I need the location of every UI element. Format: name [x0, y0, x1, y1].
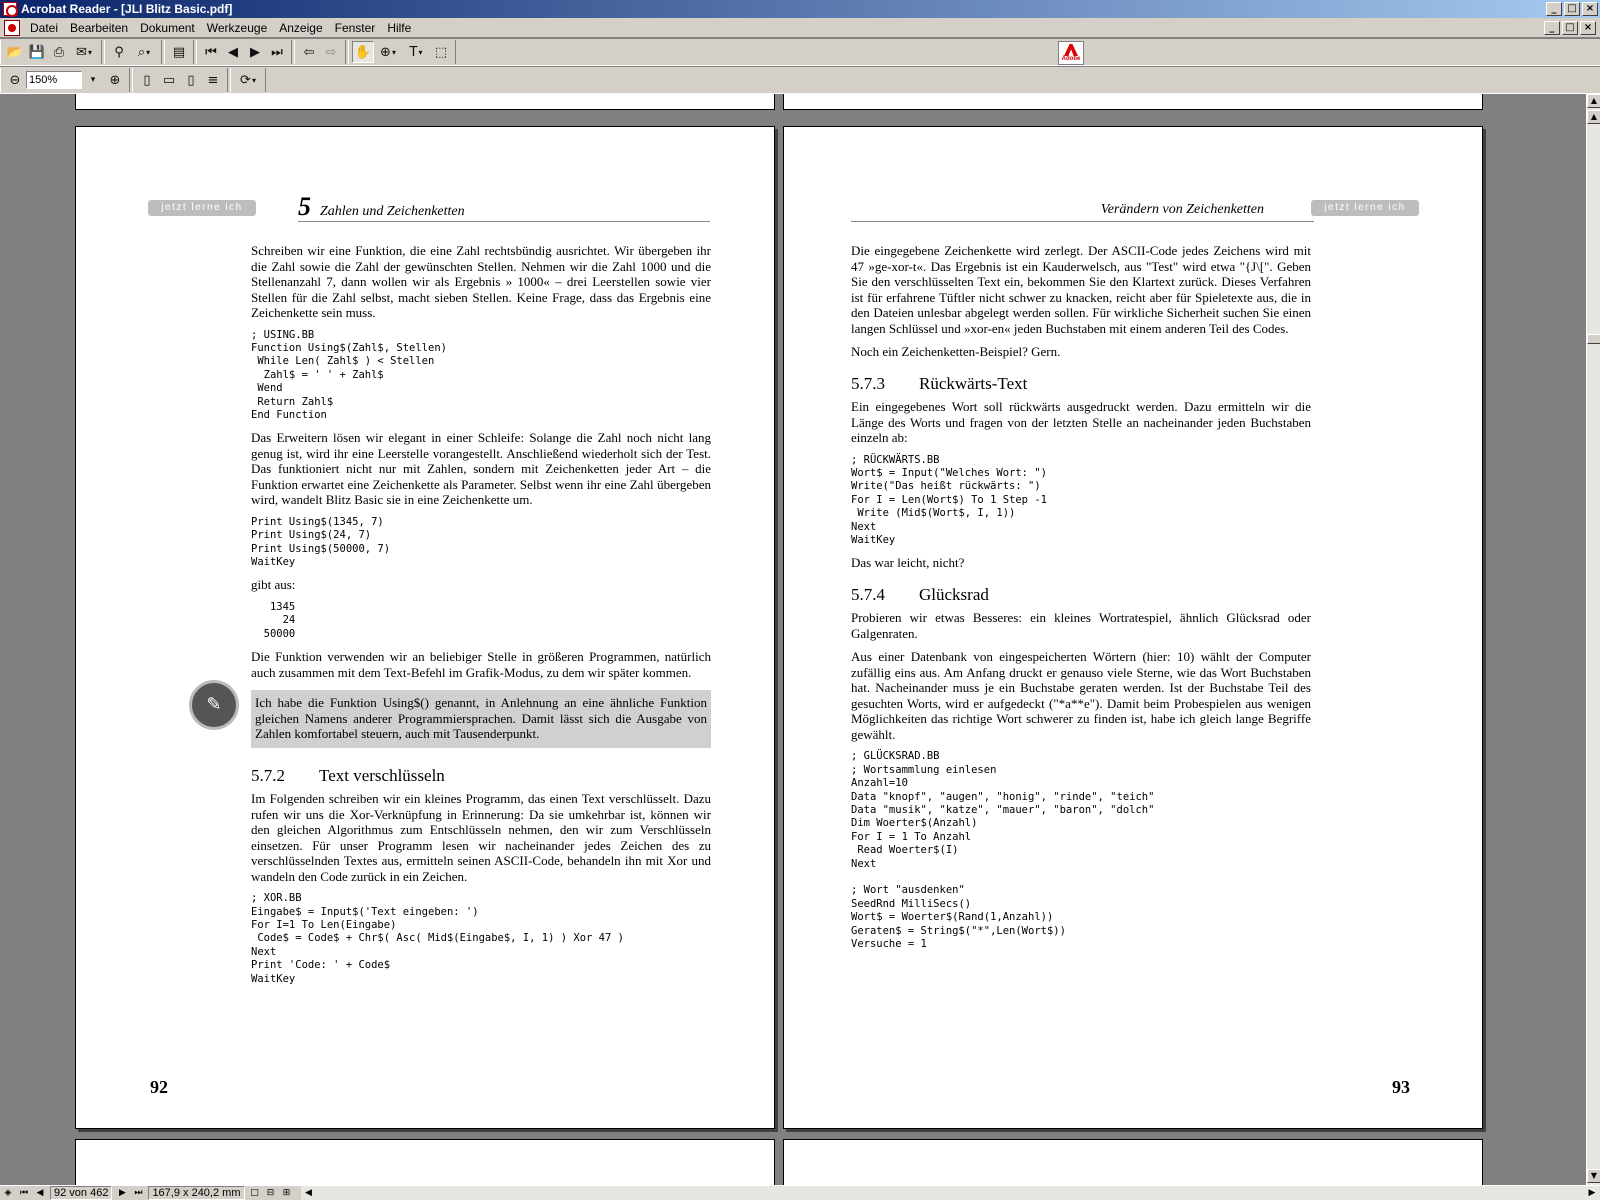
page-body: [851, 243, 1311, 959]
print-icon[interactable]: ⎙: [53, 44, 65, 60]
previous-page-right: [783, 94, 1483, 110]
menu-werkzeuge[interactable]: Werkzeuge: [206, 20, 268, 35]
paragraph: Die eingegebene Zeichenkette wird zerlegt. Der ASCII-Code jedes Zeichens wird mit 47 »ge-xor-t«. Das Ergebnis ist ein Kauderwelsch, aus "Test" wird etwa "{J\[". Geben Sie den verschlüsselten Text ein, bekommen Sie den Klartext zurück. Dieses Verfahren ist für erfahrene Tüftler nicht schwer zu knacken, reicht aber für Spieletexte aus, die in den Dateien unlesbar abgelegt werden sollen. Für wirkliche Sicherheit suchen Sie einen langen Schlüssel und »xor-en« jeden Buchstaben mit einem anderen Teil des Codes.: [851, 243, 1311, 336]
single-page-icon[interactable]: □: [250, 1188, 259, 1198]
horizontal-scrollbar[interactable]: [301, 1186, 1600, 1200]
scroll-right-button[interactable]: ▶: [1588, 1188, 1596, 1198]
status-bar: [0, 1185, 1600, 1200]
minimize-button[interactable]: _: [1546, 2, 1562, 16]
actual-size-icon[interactable]: ▯: [143, 72, 151, 88]
last-page-icon[interactable]: ⏭: [271, 44, 283, 60]
maximize-button[interactable]: □: [1564, 2, 1580, 16]
code-block: ; GLÜCKSRAD.BB ; Wortsammlung einlesen Anzahl=10 Data "knopf", "augen", "honig", "rinde", "teich" Data "musik", "katze", "mauer", "baron", "dolch" Dim Woerter$(Anzahl) For I = 1 To Anzahl Read Woerter$(I) Next ; Wort "ausdenken" SeedRnd MilliSecs() Wort$ = Woerter$(Rand(1,Anzahl)) Geraten$ = String$("*",Len(Wort$)) Versuche = 1: [851, 750, 1155, 951]
code-block: ; RÜCKWÄRTS.BB Wort$ = Input("Welches Wort: ") Write("Das heißt rückwärts: ") For I = Len(Wort$) To 1 Step -1 Write (Mid$(Wort$, I, 1)) Next WaitKey: [851, 453, 1047, 546]
navigation-pane-icon[interactable]: ▤: [172, 44, 186, 60]
zoom-dropdown-icon[interactable]: ▾: [90, 75, 96, 85]
save-icon[interactable]: 💾: [28, 44, 46, 60]
fit-width-icon[interactable]: ▯: [187, 72, 195, 88]
go-back-icon[interactable]: ⇦: [303, 44, 315, 60]
page-indicator[interactable]: 92 von 462: [50, 1186, 112, 1200]
facing-pages-icon[interactable]: ⊞: [282, 1188, 291, 1198]
document-view[interactable]: [0, 94, 1586, 1185]
paragraph: Ein eingegebenes Wort soll rückwärts ausgedruckt werden. Dazu ermitteln wir die Länge des Worts und fragen von der letzten Stelle an nacheinander jeden Buchstaben einzeln ab:: [851, 399, 1311, 445]
text-select-icon[interactable]: T ▾: [402, 41, 430, 63]
next-page-right: [783, 1139, 1483, 1185]
doc-close-button[interactable]: ×: [1580, 21, 1596, 35]
running-header: [851, 202, 1314, 222]
menu-dokument[interactable]: Dokument: [140, 20, 195, 35]
section-heading: [251, 765, 711, 785]
page-number: 92: [150, 1077, 168, 1097]
code-block: Print Using$(1345, 7) Print Using$(24, 7) Print Using$(50000, 7) WaitKey: [251, 515, 391, 569]
hand-tool-icon[interactable]: ✋: [352, 41, 374, 63]
paragraph: Die Funktion verwenden wir an beliebiger Stelle in größeren Programmen, natürlich auch zusammen mit dem Text-Befehl im Grafik-Modus, zu dem wir später kommen.: [251, 649, 711, 680]
go-forward-icon[interactable]: ⇨: [325, 44, 337, 60]
menu-bearbeiten[interactable]: Bearbeiten: [70, 20, 129, 35]
close-button[interactable]: ×: [1582, 2, 1598, 16]
zoom-level-field[interactable]: 150%: [26, 71, 82, 89]
page-92: [75, 126, 775, 1129]
title-bar: [0, 0, 1600, 18]
view-toolbar: [0, 66, 1600, 94]
adobe-logo-text: Adobe: [1061, 56, 1081, 62]
page-93: [783, 126, 1483, 1129]
scroll-down-button[interactable]: ▼: [1587, 1169, 1600, 1183]
vertical-scrollbar[interactable]: [1586, 94, 1600, 1185]
menu-hilfe[interactable]: Hilfe: [387, 20, 412, 35]
running-title: Verändern von Zeichenketten: [1100, 202, 1264, 217]
scroll-thumb[interactable]: [1587, 334, 1600, 344]
first-page-status-icon[interactable]: ⏮: [19, 1188, 29, 1198]
main-toolbar: [0, 38, 1600, 66]
paragraph: Aus einer Datenbank von eingespeicherten Wörtern (hier: 10) wählt der Computer zufällig eins aus. Am Anfang druckt er genauso viele Sterne, wie das Wort Buchstaben hat. Nacheinander muss je ein Buchstabe geraten werden. Ist der Buchstabe Teil des gesuchten Worts, wird er aufgedeckt ("*a**e"). Damit beim Probespielen aus wenigen Möglichkeiten das richtige Wort schwerer zu finden ist, habe ich gleich lange Begriffe gewählt.: [851, 649, 1311, 742]
section-number: 5.7.3: [851, 373, 885, 393]
menu-fenster[interactable]: Fenster: [334, 20, 376, 35]
continuous-icon[interactable]: ⊟: [266, 1188, 275, 1198]
previous-page-left: [75, 94, 775, 110]
reflow-icon[interactable]: ≡: [207, 72, 219, 88]
section-number: 5.7.4: [851, 584, 885, 604]
next-page-left: [75, 1139, 775, 1185]
acrobat-app-icon[interactable]: [3, 2, 17, 16]
email-icon[interactable]: ✉ ▾: [70, 41, 98, 63]
menu-bar: [0, 18, 1600, 38]
section-heading: [851, 584, 1311, 604]
search-icon[interactable]: ⌕ ▾: [130, 41, 158, 63]
note-text: Ich habe die Funktion Using$() genannt, in Anlehnung an eine ähnliche Funktion gleichen Namens anderer Programmiersprachen. Damit lässt sich die Ausgabe von Zahlen komfortabel steuern, auch mit Tausenderpunkt.: [255, 695, 707, 742]
scroll-left-button[interactable]: ◀: [305, 1188, 312, 1198]
page-body: [206, 243, 711, 994]
code-block: ; USING.BB Function Using$(Zahl$, Stellen) While Len( Zahl$ ) < Stellen Zahl$ = ' ' + Zahl$ Wend Return Zahl$ End Function: [251, 328, 447, 421]
paragraph: Probieren wir etwas Besseres: ein kleines Wortratespiel, ähnlich Glücksrad oder Galgenraten.: [851, 610, 1311, 641]
section-title: Text verschlüsseln: [319, 765, 445, 785]
document-icon[interactable]: [4, 20, 20, 36]
code-block: ; XOR.BB Eingabe$ = Input$('Text eingeben: ') For I=1 To Len(Eingabe) Code$ = Code$ + Chr$( Asc( Mid$(Eingabe$, I, 1) ) Xor 47 ) Next Print 'Code: ' + Code$ WaitKey: [251, 892, 624, 985]
next-page-status-icon[interactable]: ▶: [118, 1188, 126, 1198]
snapshot-tool-icon[interactable]: ⬚: [434, 44, 448, 60]
paragraph: gibt aus:: [251, 577, 296, 593]
paragraph: Noch ein Zeichenketten-Beispiel? Gern.: [851, 344, 1061, 359]
fit-page-icon[interactable]: ▭: [162, 72, 176, 88]
section-number: 5.7.2: [251, 765, 285, 785]
page-size: 167,9 x 240,2 mm: [148, 1186, 244, 1200]
code-output: 1345 24 50000: [263, 600, 296, 640]
last-page-status-icon[interactable]: ⏭: [134, 1188, 143, 1198]
notebook-icon: ✎: [189, 680, 239, 730]
note-box: [206, 690, 711, 748]
chapter-number: 5: [298, 192, 311, 221]
rotate-icon[interactable]: ⟳ ▾: [234, 69, 262, 91]
zoom-tool-icon[interactable]: ⊕ ▾: [374, 41, 402, 63]
zoom-out-icon[interactable]: ⊖: [9, 72, 21, 88]
paragraph: Im Folgenden schreiben wir ein kleines Programm, das einen Text verschlüsselt. Dazu rufen wir uns die Xor-Verknüpfung in Erinnerung: Da sie umkehrbar ist, können wir den gleichen Algorithmus zum Entschlüsseln nehmen, den wir zum Verschlüsseln einsetzen. Für unser Programm lesen wir nacheinander jedes Zeichen des zu verschlüsselnden Textes aus, ermitteln seinen ASCII-Code, behandeln ihn mit Xor und wandeln den Code zurück in ein Zeichen.: [251, 791, 711, 884]
scroll-page-arrow-icon[interactable]: ▲: [1587, 110, 1600, 124]
running-header: [298, 192, 710, 222]
window-title: Acrobat Reader - [JLI Blitz Basic.pdf]: [21, 2, 233, 16]
paragraph: Das Erweitern lösen wir elegant in einer Schleife: Solange die Zahl noch nicht lang genug ist, wird ihr eine Leerstelle vorangestellt. Anschließend wiederholt sich der Test. Das funktioniert nicht nur mit Zahlen, sondern mit Zeichenketten jeder Art – die Funktion erwartet eine Zeichenkette als Parameter. Selbst wenn ihr eine Zahl übergeben wird, wandelt Blitz Basic sie in eine Zeichenkette um.: [251, 430, 711, 508]
page-number: 93: [1392, 1077, 1410, 1097]
find-icon[interactable]: ⚲: [114, 44, 124, 60]
menu-anzeige[interactable]: Anzeige: [279, 20, 323, 35]
section-heading: [851, 373, 1311, 393]
section-title: Glücksrad: [919, 584, 989, 604]
adobe-logo[interactable]: [1058, 41, 1084, 65]
previous-page-icon[interactable]: ◀: [228, 44, 238, 60]
adobe-logo-mark: [1064, 44, 1078, 56]
previous-page-status-icon[interactable]: ◀: [36, 1188, 44, 1198]
chapter-title: Zahlen und Zeichenketten: [320, 204, 465, 219]
pane-toggle-icon[interactable]: ◈: [4, 1188, 12, 1198]
page-tab-label: jetzt lerne ich: [1311, 200, 1419, 216]
open-icon[interactable]: 📂: [6, 44, 24, 60]
page-tab-label: jetzt lerne ich: [148, 200, 256, 216]
doc-minimize-button[interactable]: _: [1544, 21, 1560, 35]
paragraph: Schreiben wir eine Funktion, die eine Zahl rechtsbündig ausrichtet. Wir übergeben ihr die Zahl sowie die Zahl der gewünschten Stellen. Nehmen wir die Zahl 1000 und die Stellenanzahl 7, dann wollen wir als Ergebnis » 1000« – drei Leerstellen sowie vier Stellen für die Zahl selbst, macht sieben Stellen. Keine Frage, dass das Ergebnis eine Zeichenkette sein muss.: [251, 243, 711, 320]
zoom-in-icon[interactable]: ⊕: [109, 72, 121, 88]
menu-datei[interactable]: Datei: [30, 20, 59, 35]
first-page-icon[interactable]: ⏮: [205, 44, 217, 60]
section-title: Rückwärts-Text: [919, 373, 1028, 393]
paragraph: Das war leicht, nicht?: [851, 555, 965, 571]
doc-restore-button[interactable]: □: [1562, 21, 1578, 35]
next-page-icon[interactable]: ▶: [250, 44, 260, 60]
scroll-up-button[interactable]: ▲: [1587, 94, 1600, 108]
